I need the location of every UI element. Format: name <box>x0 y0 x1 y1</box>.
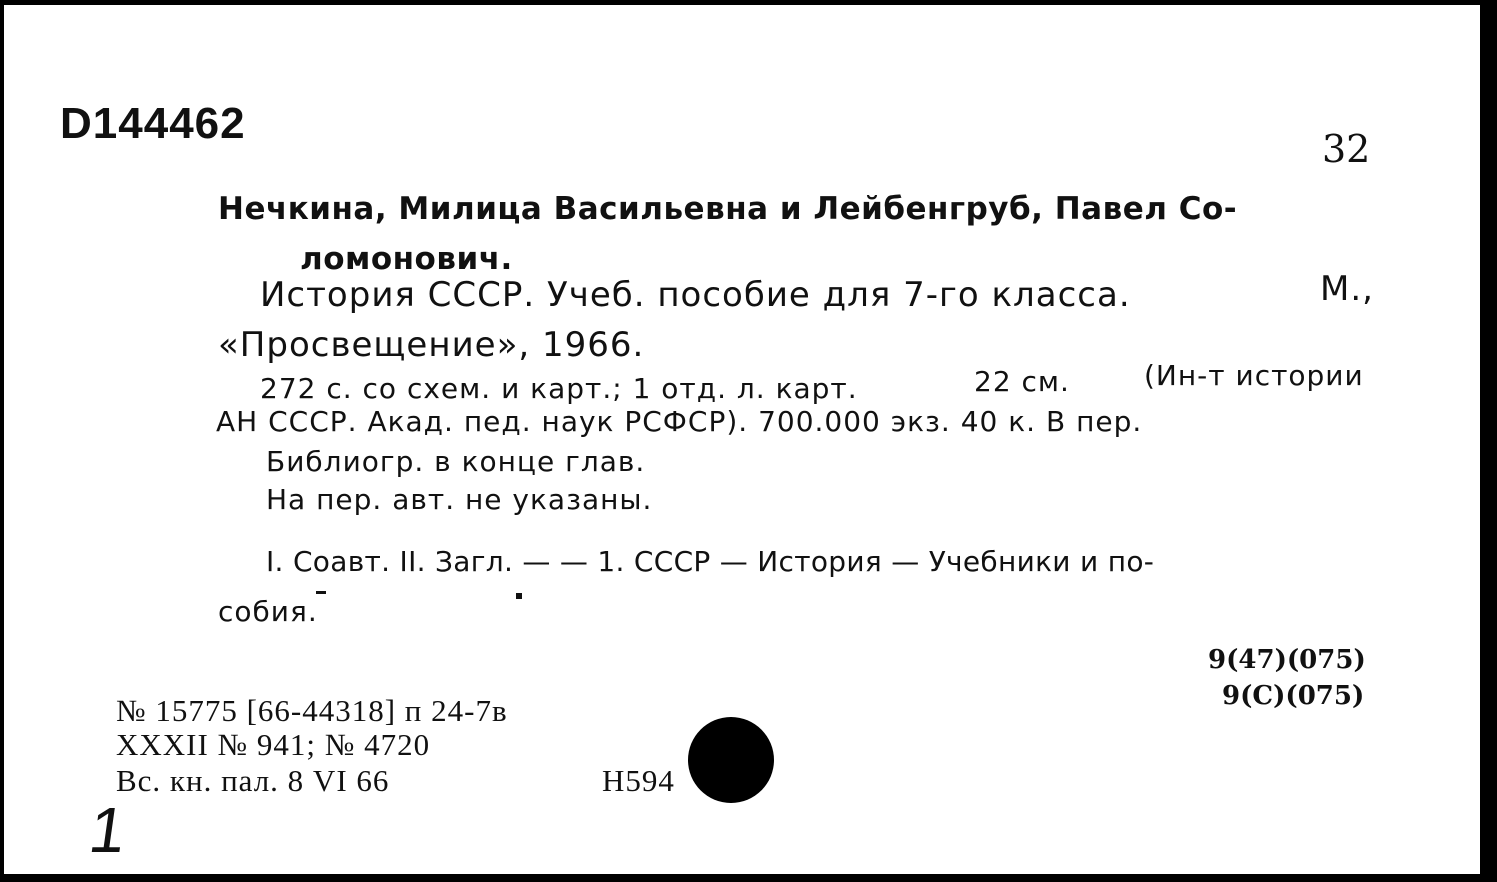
footer-code: Н594 <box>602 763 675 798</box>
footer-line-3: Вс. кн. пал. 8 VI 66 <box>116 763 390 798</box>
collation-line-1-c: (Ин-т истории <box>1144 359 1364 392</box>
class-number-2: 9(С)(075) <box>1222 681 1365 711</box>
author-line-1: Нечкина, Милица Васильевна и Лейбенгруб, Павел Со- <box>218 191 1238 227</box>
catalog-card <box>2 3 1482 876</box>
punched-hole <box>688 717 774 803</box>
tracings-line-1: I. Соавт. II. Загл. — — 1. СССР — История — Учебники и по- <box>266 545 1155 578</box>
collation-line-2: АН СССР. Акад. пед. наук РСФСР). 700.000 экз. 40 к. В пер. <box>216 405 1143 438</box>
class-number-1: 9(47)(075) <box>1208 645 1366 675</box>
tracings-line-2: собия. <box>218 595 318 628</box>
note-bibliography: Библиогр. в конце глав. <box>266 445 646 478</box>
handwritten-number: D144462 <box>60 99 246 148</box>
collation-line-1-b: 22 см. <box>974 365 1070 398</box>
title-line-2: «Просвещение», 1966. <box>218 325 645 365</box>
title-line-1: История СССР. Учеб. пособие для 7-го класса. <box>260 275 1131 315</box>
collation-line-1-a: 272 с. со схем. и карт.; 1 отд. л. карт. <box>260 372 858 405</box>
ink-speck <box>516 593 522 599</box>
note-authors: На пер. авт. не указаны. <box>266 483 653 516</box>
shelf-number: 32 <box>1322 127 1371 171</box>
author-line-2: ломонович. <box>300 241 513 277</box>
title-place: М., <box>1320 269 1374 309</box>
ink-speck <box>316 591 326 594</box>
handwritten-mark: 1 <box>84 794 131 866</box>
footer-line-1: № 15775 [66-44318] п 24-7в <box>116 693 508 728</box>
footer-line-2: XXXII № 941; № 4720 <box>116 727 431 762</box>
